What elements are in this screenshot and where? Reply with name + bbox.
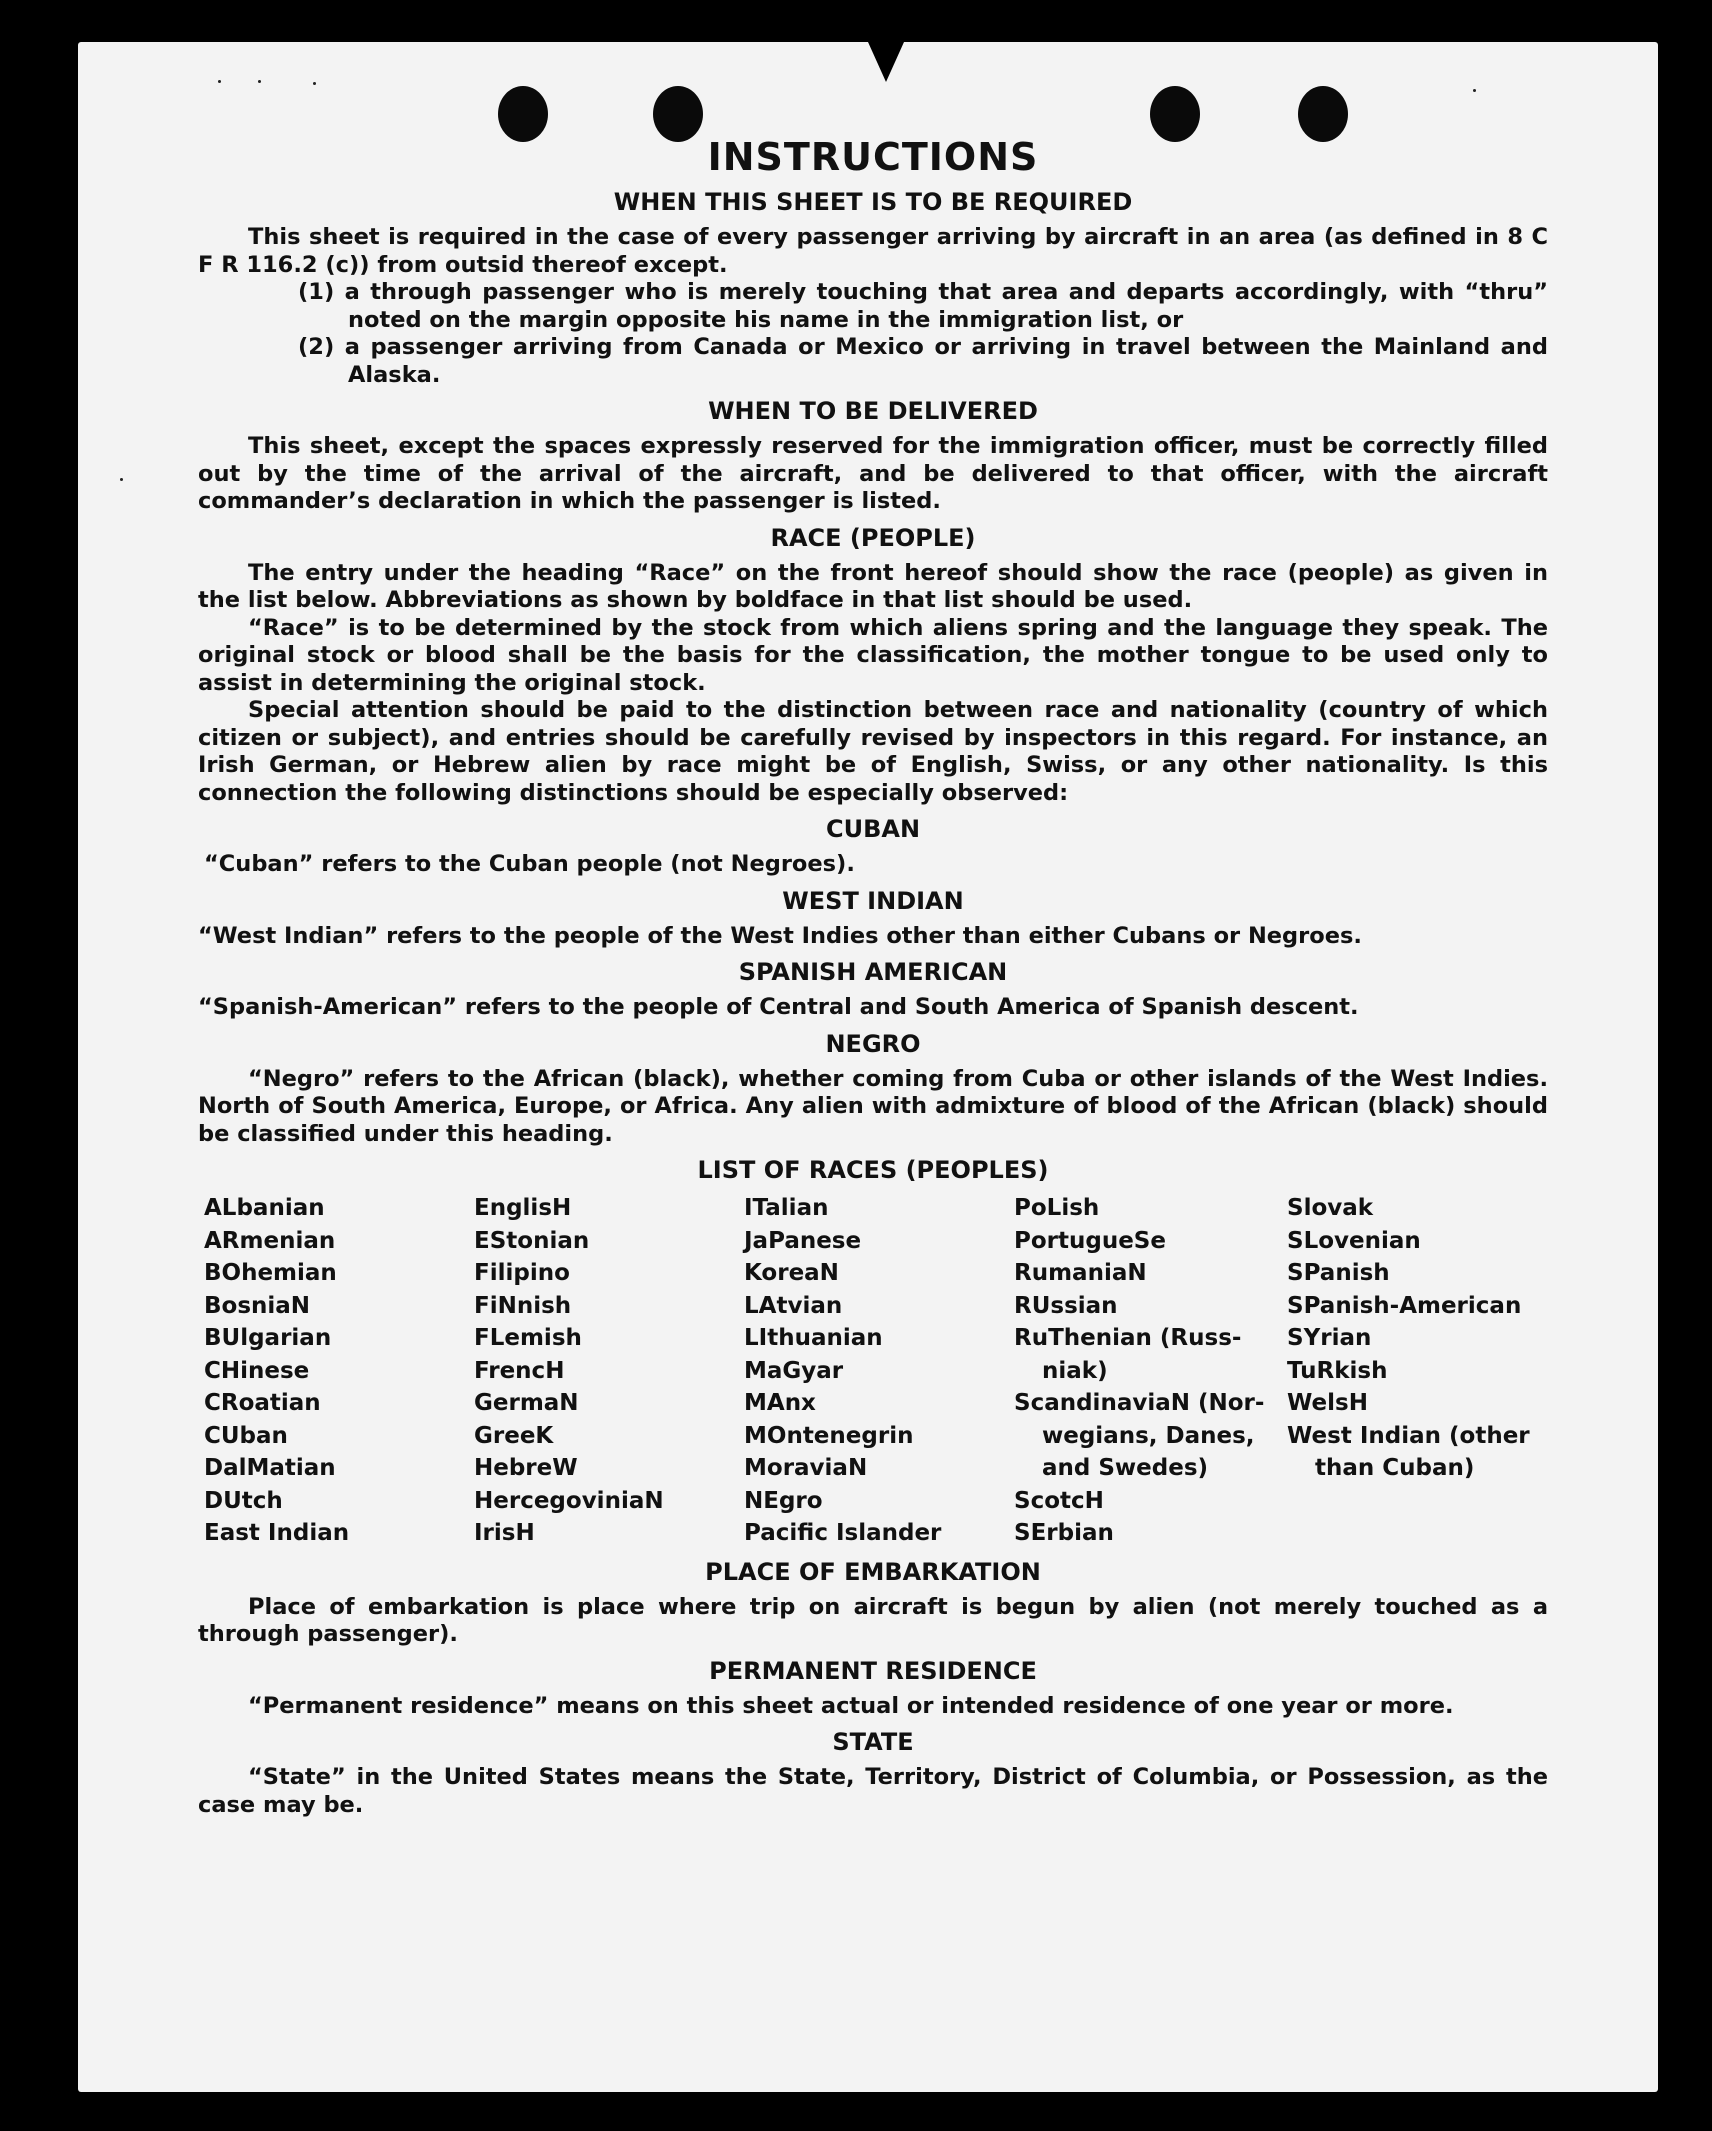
races-column	[1014, 1192, 1287, 1550]
list-item: (1) a through passenger who is merely touching that area and departs accordingly, with “thru” noted on the margin opposite his name in the immigration list, or	[298, 279, 1548, 333]
race-entry: MOntenegrin	[744, 1422, 914, 1449]
paragraph: “Spanish-American” refers to the people of Central and South America of Spanish descent.	[198, 994, 1359, 1020]
race-entry: BosniaN	[204, 1292, 311, 1319]
races-column	[1287, 1192, 1547, 1550]
paragraph: “Race” is to be determined by the stock from which aliens spring and the language they speak. The original stock or blood shall be the basis for the classification, the mother tongue to be used only to assist in determining the original stock.	[198, 614, 1548, 696]
race-entry: EnglisH	[474, 1195, 572, 1221]
race-entry: FiNnish	[474, 1292, 572, 1319]
race-entry: SLovenian	[1287, 1227, 1421, 1254]
race-entry: MAnx	[744, 1390, 816, 1416]
races-column	[204, 1192, 474, 1550]
heading-cuban: CUBAN	[825, 815, 921, 843]
race-entry: IrisH	[474, 1520, 535, 1546]
race-entry: Filipino	[474, 1260, 570, 1286]
race-entry: SPanish	[1287, 1260, 1390, 1286]
race-entry: ITalian	[744, 1195, 829, 1221]
race-entry: niak)	[1042, 1357, 1108, 1384]
paragraph: “Permanent residence” means on this sheet actual or intended residence of one year or more.	[248, 1692, 1454, 1719]
race-entry: GermaN	[474, 1390, 579, 1416]
race-entry: LIthuanian	[744, 1325, 883, 1351]
paragraph: This sheet, except the spaces expressly reserved for the immigration officer, must be correctly filled out by the time of the arrival of the aircraft, and be delivered to that officer, with the aircraft commander’s declaration in which the passenger is listed.	[198, 433, 1548, 514]
race-entry: WelsH	[1287, 1390, 1368, 1416]
heading-list-of-races: LIST OF RACES (PEOPLES)	[697, 1156, 1049, 1184]
race-entry: EStonian	[474, 1227, 590, 1254]
race-entry: SPanish-American	[1287, 1292, 1522, 1319]
paragraph: This sheet is required in the case of every passenger arriving by aircraft in an area (as defined in 8 C F R 116.2 (c)) from outsid thereof except.	[198, 224, 1548, 278]
page-notch	[868, 42, 904, 82]
race-entry: RUssian	[1014, 1292, 1118, 1319]
list-item: (2) a passenger arriving from Canada or Mexico or arriving in travel between the Mainland and Alaska.	[298, 334, 1548, 388]
race-entry: TuRkish	[1287, 1357, 1388, 1384]
race-entry: East Indian	[204, 1520, 350, 1546]
race-entry: MoraviaN	[744, 1455, 868, 1481]
race-entry: BUlgarian	[204, 1325, 332, 1351]
race-entry: DUtch	[204, 1487, 283, 1514]
race-entry: FLemish	[474, 1325, 582, 1351]
paragraph: “State” in the United States means the State, Territory, District of Columbia, or Possession, as the case may be.	[198, 1764, 1548, 1818]
speck	[120, 478, 123, 481]
paragraph: Special attention should be paid to the distinction between race and nationality (country of which citizen or subject), and entries should be carefully revised by inspectors in this regard. For instance, an Irish German, or Hebrew alien by race might be of English, Swiss, or any other nationality. Is this connection the following distinctions should be especially observed:	[198, 697, 1548, 806]
race-entry: wegians, Danes,	[1042, 1422, 1255, 1449]
heading-permanent-residence: PERMANENT RESIDENCE	[709, 1656, 1037, 1685]
instructions-content	[198, 134, 1548, 1819]
race-entry: HebreW	[474, 1455, 578, 1481]
race-entry: RuThenian (Russ-	[1014, 1325, 1242, 1351]
race-entry: Slovak	[1287, 1195, 1374, 1221]
race-entry: ScotcH	[1014, 1487, 1104, 1514]
speck	[313, 82, 316, 85]
race-entry: PortugueSe	[1014, 1227, 1166, 1254]
heading-when-required: WHEN THIS SHEET IS TO BE REQUIRED	[613, 188, 1133, 216]
race-entry: ScandinaviaN (Nor-	[1014, 1390, 1265, 1416]
race-entry: NEgro	[744, 1487, 823, 1514]
race-entry: SYrian	[1287, 1325, 1372, 1351]
race-entry: CHinese	[204, 1357, 310, 1384]
race-entry: than Cuban)	[1315, 1455, 1475, 1481]
race-entry: JaPanese	[744, 1227, 862, 1254]
races-column	[474, 1192, 744, 1550]
speck	[1473, 89, 1476, 92]
race-entry: SErbian	[1014, 1520, 1114, 1546]
speck	[258, 80, 261, 83]
page-title: INSTRUCTIONS	[707, 135, 1039, 179]
race-entry: West Indian (other	[1287, 1422, 1530, 1449]
heading-negro: NEGRO	[825, 1029, 921, 1058]
heading-embarkation: PLACE OF EMBARKATION	[705, 1557, 1041, 1586]
heading-when-delivered: WHEN TO BE DELIVERED	[708, 397, 1038, 425]
heading-state: STATE	[832, 1728, 914, 1756]
race-entry: RumaniaN	[1014, 1260, 1147, 1286]
paragraph: “West Indian” refers to the people of the West Indies other than either Cubans or Negroes.	[198, 922, 1362, 949]
race-entry: Pacific Islander	[744, 1520, 942, 1546]
race-entry: DalMatian	[204, 1455, 336, 1481]
race-entry: and Swedes)	[1042, 1455, 1209, 1481]
race-entry: PoLish	[1014, 1195, 1100, 1221]
heading-spanish-american: SPANISH AMERICAN	[738, 958, 1008, 986]
race-entry: HercegoviniaN	[474, 1487, 664, 1514]
race-entry: GreeK	[474, 1422, 554, 1449]
race-entry: FrencH	[474, 1357, 565, 1384]
race-entry: ALbanian	[204, 1195, 325, 1221]
race-entry: LAtvian	[744, 1292, 843, 1319]
heading-race: RACE (PEOPLE)	[770, 523, 976, 552]
paragraph: Place of embarkation is place where trip on aircraft is begun by alien (not merely touched as a through passenger).	[198, 1593, 1548, 1647]
race-entry: BOhemian	[204, 1260, 337, 1286]
race-entry: CUban	[204, 1422, 288, 1449]
races-list	[204, 1192, 1548, 1550]
race-entry: MaGyar	[744, 1357, 844, 1384]
paragraph: “Negro” refers to the African (black), whether coming from Cuba or other islands of the West Indies. North of South America, Europe, or Africa. Any alien with admixture of blood of the African (black) should be classified under this heading.	[198, 1065, 1548, 1147]
race-entry: KoreaN	[744, 1260, 839, 1286]
race-entry: ARmenian	[204, 1227, 336, 1254]
race-entry: CRoatian	[204, 1390, 321, 1416]
races-column	[744, 1192, 1014, 1550]
paragraph: The entry under the heading “Race” on the front hereof should show the race (people) as given in the list below. Abbreviations as shown by boldface in that list should be used.	[198, 559, 1548, 613]
heading-west-indian: WEST INDIAN	[782, 886, 964, 915]
speck	[218, 80, 221, 83]
paragraph: “Cuban” refers to the Cuban people (not Negroes).	[204, 851, 855, 877]
document-page	[78, 42, 1658, 2092]
